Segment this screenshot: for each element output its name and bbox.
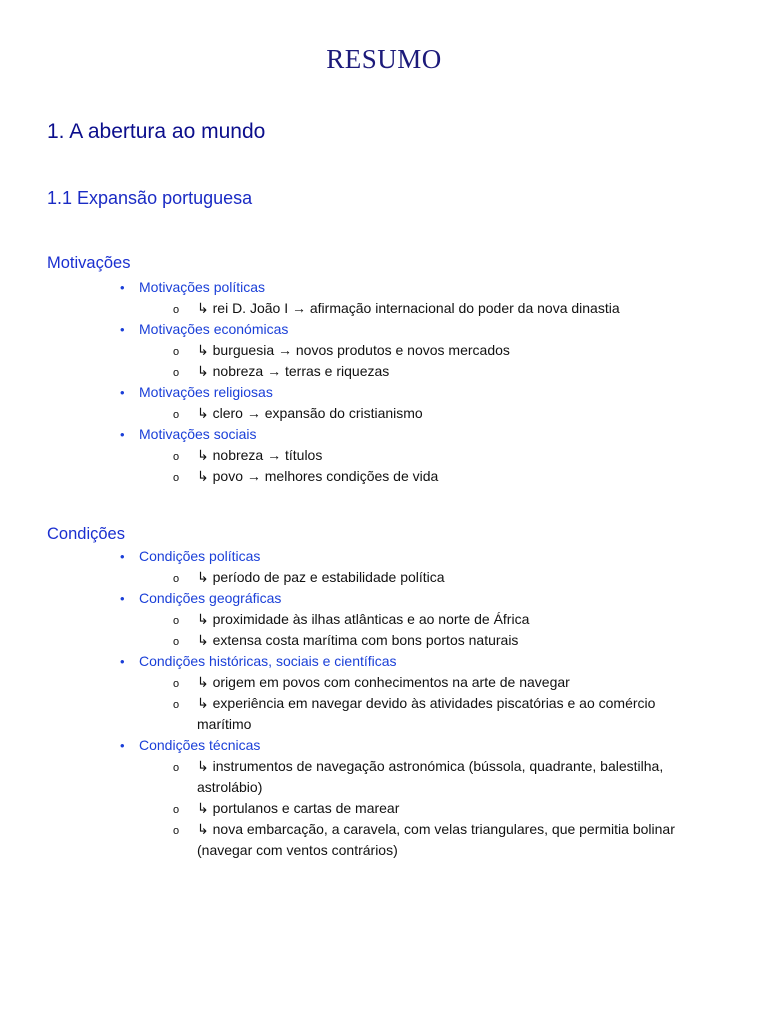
list-item-text: ↳ período de paz e estabilidade política <box>197 569 445 585</box>
group-condicoes-tecnicas <box>0 735 768 756</box>
outline-condicoes <box>0 546 768 861</box>
chapter-heading: 1. A abertura ao mundo <box>47 120 266 143</box>
list-item <box>0 361 768 382</box>
sub-bullet-icon: o <box>173 304 180 316</box>
list-item <box>0 672 768 693</box>
bullet-icon: • <box>120 654 125 669</box>
bullet-icon: • <box>120 322 125 337</box>
sub-bullet-icon: o <box>173 409 180 421</box>
document-title: RESUMO <box>326 44 442 74</box>
list-item-text: ↳ experiência em navegar devido às atividades piscatórias e ao comércio marítimo <box>197 695 656 732</box>
outline-motivacoes <box>0 277 768 487</box>
sub-bullet-icon: o <box>173 762 180 774</box>
bullet-icon: • <box>120 591 125 606</box>
list-item-text: ↳ povo → melhores condições de vida <box>197 468 439 484</box>
bullet-icon: • <box>120 738 125 753</box>
group-label: Condições políticas <box>139 548 261 564</box>
list-item-text: ↳ origem em povos com conhecimentos na arte de navegar <box>197 674 570 690</box>
section-heading-condicoes: Condições <box>47 525 125 543</box>
bullet-icon: • <box>120 280 125 295</box>
bullet-icon: • <box>120 549 125 564</box>
list-item <box>0 466 768 487</box>
group-label: Motivações políticas <box>139 279 266 295</box>
group-label: Motivações sociais <box>139 426 257 442</box>
list-item <box>0 819 768 861</box>
sub-bullet-icon: o <box>173 615 180 627</box>
list-item <box>0 798 768 819</box>
group-condicoes-politicas <box>0 546 768 567</box>
group-label: Motivações económicas <box>139 321 289 337</box>
sub-bullet-icon: o <box>173 472 180 484</box>
bullet-icon: • <box>120 427 125 442</box>
sub-bullet-icon: o <box>173 346 180 358</box>
group-label: Condições técnicas <box>139 737 261 753</box>
list-item <box>0 609 768 630</box>
list-item <box>0 567 768 588</box>
sub-bullet-icon: o <box>173 636 180 648</box>
group-motivacoes-economicas <box>0 319 768 340</box>
list-item <box>0 756 768 798</box>
sub-bullet-icon: o <box>173 678 180 690</box>
list-item-text: ↳ rei D. João I → afirmação internacional do poder da nova dinastia <box>197 300 620 316</box>
sub-bullet-icon: o <box>173 825 180 837</box>
bullet-icon: • <box>120 385 125 400</box>
group-condicoes-historicas <box>0 651 768 672</box>
list-item <box>0 445 768 466</box>
list-item <box>0 693 768 735</box>
sub-bullet-icon: o <box>173 451 180 463</box>
sub-bullet-icon: o <box>173 804 180 816</box>
list-item-text: ↳ clero → expansão do cristianismo <box>197 405 423 421</box>
section-heading-motivacoes: Motivações <box>47 254 131 272</box>
group-motivacoes-sociais <box>0 424 768 445</box>
list-item-text: ↳ portulanos e cartas de marear <box>197 800 400 816</box>
sub-bullet-icon: o <box>173 573 180 585</box>
list-item-text: ↳ nova embarcação, a caravela, com velas triangulares, que permitia bolinar (navegar com ventos contrários) <box>197 821 675 858</box>
list-item <box>0 630 768 651</box>
list-item-text: ↳ proximidade às ilhas atlânticas e ao norte de África <box>197 611 530 627</box>
sub-bullet-icon: o <box>173 367 180 379</box>
list-item <box>0 298 768 319</box>
list-item-text: ↳ burguesia → novos produtos e novos mercados <box>197 342 510 358</box>
group-condicoes-geograficas <box>0 588 768 609</box>
group-label: Condições históricas, sociais e científicas <box>139 653 397 669</box>
group-motivacoes-religiosas <box>0 382 768 403</box>
list-item-text: ↳ nobreza → terras e riquezas <box>197 363 390 379</box>
list-item-text: ↳ instrumentos de navegação astronómica (bússola, quadrante, balestilha, astrolábio) <box>197 758 664 795</box>
group-motivacoes-politicas <box>0 277 768 298</box>
subchapter-heading: 1.1 Expansão portuguesa <box>47 188 253 208</box>
list-item <box>0 340 768 361</box>
sub-bullet-icon: o <box>173 699 180 711</box>
list-item <box>0 403 768 424</box>
group-label: Condições geográficas <box>139 590 282 606</box>
list-item-text: ↳ extensa costa marítima com bons portos naturais <box>197 632 519 648</box>
group-label: Motivações religiosas <box>139 384 273 400</box>
list-item-text: ↳ nobreza → títulos <box>197 447 323 463</box>
